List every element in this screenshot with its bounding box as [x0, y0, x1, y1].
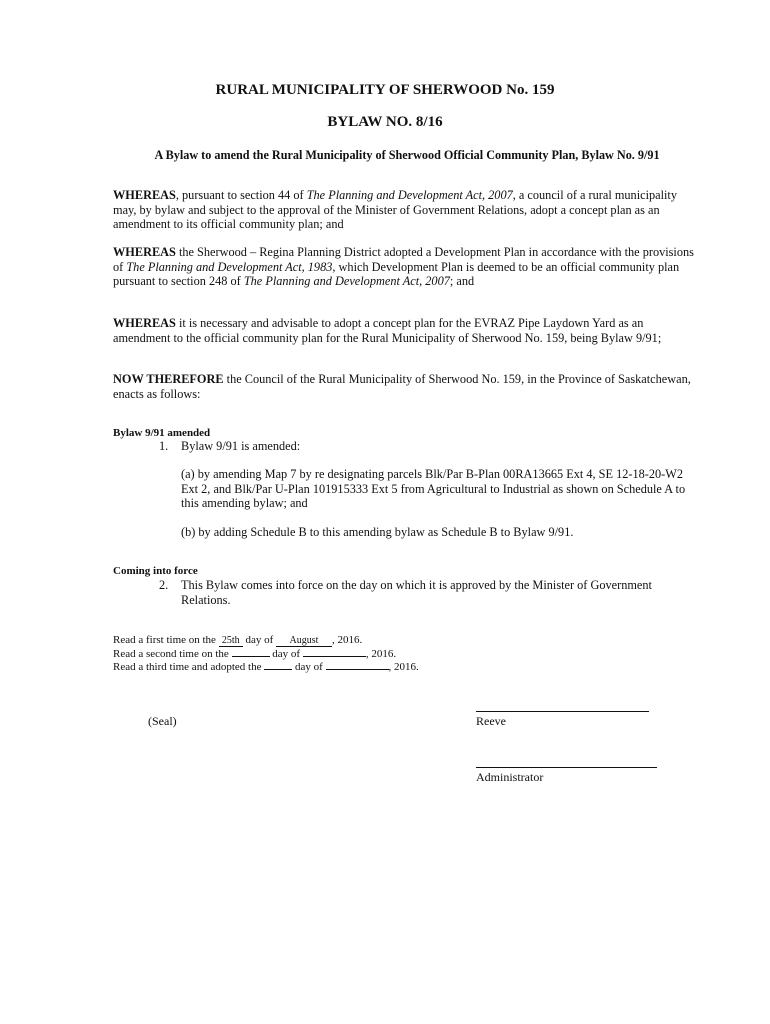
- first-reading: [113, 634, 362, 647]
- bylaw-number: BYLAW NO. 8/16: [327, 114, 443, 130]
- whereas-text: , which Development Plan is deemed to be an official community plan pursuant to section 248 of: [113, 259, 680, 289]
- third-reading-month-blank: [326, 660, 389, 670]
- section-1-heading: Bylaw 9/91 amended: [113, 427, 211, 439]
- now-therefore-paragraph: [113, 372, 703, 401]
- whereas-lead: WHEREAS: [113, 316, 176, 330]
- first-reading-day: 25th: [219, 636, 243, 647]
- reeve-signature-line: [476, 711, 649, 712]
- section-2-text: This Bylaw comes into force on the day on which it is approved by the Minister of Government Relations.: [181, 578, 652, 607]
- clause-a: (a) by amending Map 7 by re designating parcels Blk/Par B-Plan 00RA13665 Ext 4, SE 12-18-20-W2 Ext 2, and Blk/Par U-Plan 101915333 Ext 5 from Agricultural to Industrial as shown on Schedule A to this amending bylaw; and: [181, 467, 686, 511]
- administrator-label: Administrator: [476, 770, 544, 784]
- section-1-text: Bylaw 9/91 is amended:: [181, 439, 301, 453]
- whereas-text: it is necessary and advisable to adopt a concept plan for the EVRAZ Pipe Laydown Yard as an amendment to the official community plan for the Rural Municipality of Sherwood No. 159, being Bylaw 9/91;: [113, 316, 662, 345]
- third-reading-day-blank: [264, 660, 292, 670]
- act-title: The Planning and Development Act, 1983: [126, 259, 333, 274]
- reading-text: Read a first time on the: [113, 634, 219, 646]
- whereas-text: ; and: [449, 274, 475, 289]
- whereas-paragraph-2: [113, 245, 703, 289]
- whereas-text: the Sherwood – Regina Planning District adopted a Development Plan in accordance with the provisions of: [113, 245, 694, 274]
- act-title: The Planning and Development Act, 2007: [306, 188, 513, 202]
- bylaw-subtitle: A Bylaw to amend the Rural Municipality of Sherwood Official Community Plan, Bylaw No. 9/91: [154, 148, 660, 162]
- reeve-label: Reeve: [476, 714, 506, 728]
- reading-text: , 2016.: [365, 648, 397, 660]
- seal-label: (Seal): [148, 714, 177, 728]
- third-reading: [113, 660, 419, 674]
- reading-text: day of: [242, 634, 276, 646]
- section-2-heading: Coming into force: [113, 565, 198, 577]
- section-2-number: 2.: [159, 578, 169, 592]
- whereas-lead: WHEREAS: [113, 245, 176, 259]
- second-reading: [113, 647, 396, 661]
- first-reading-month: August: [276, 636, 332, 647]
- now-therefore-lead: NOW THEREFORE: [113, 372, 224, 386]
- section-1-number: 1.: [159, 439, 169, 453]
- clause-b: (b) by adding Schedule B to this amending bylaw as Schedule B to Bylaw 9/91.: [181, 525, 574, 539]
- reading-text: , 2016.: [388, 661, 419, 673]
- whereas-paragraph-3: [113, 316, 703, 345]
- whereas-lead: WHEREAS: [113, 188, 176, 202]
- reading-text: , 2016.: [332, 634, 363, 646]
- second-reading-month-blank: [303, 647, 366, 657]
- act-title: The Planning and Development Act, 2007: [243, 274, 450, 289]
- whereas-paragraph-1: [113, 188, 703, 232]
- whereas-text: , a council of a rural municipality may, by bylaw and subject to the approval of the Minister of Government Relations, adopt a concept plan as an amendment to its official community plan; and: [113, 188, 677, 232]
- reading-text: Read a second time on the: [113, 648, 232, 660]
- whereas-text: , pursuant to section 44 of: [175, 188, 307, 202]
- municipality-title: RURAL MUNICIPALITY OF SHERWOOD No. 159: [215, 82, 555, 98]
- second-reading-day-blank: [232, 647, 270, 657]
- administrator-signature-line: [476, 767, 657, 768]
- reading-text: day of: [269, 648, 303, 660]
- reading-text: day of: [292, 661, 326, 673]
- now-therefore-text: the Council of the Rural Municipality of Sherwood No. 159, in the Province of Saskatchewan, enacts as follows:: [113, 372, 691, 401]
- reading-text: Read a third time and adopted the: [113, 661, 265, 673]
